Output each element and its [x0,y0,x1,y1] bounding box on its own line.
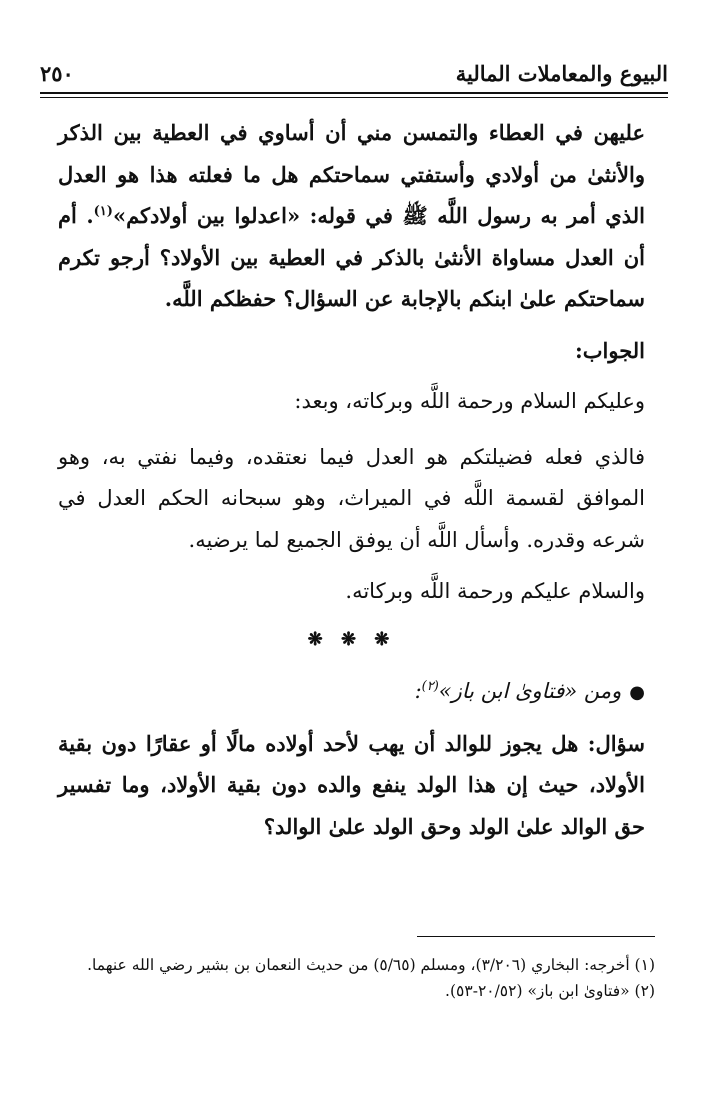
question-continued-paragraph [58,112,645,320]
footnote-ref-2: (٢) [421,678,439,694]
footnotes [40,952,655,1004]
answer-greeting: وعليكم السلام ورحمة اللَّه وبركاته، وبعد: [294,389,645,413]
answer-heading: الجواب: [575,337,645,363]
answer-body: فالذي فعله فضيلتكم هو العدل فيما نعتقده، وفيما نفتي به، وهو الموافق لقسمة اللَّه في الميراث، وهو سبحانه الحكم العدل في شرعه وقدره. وأسأل اللَّه أن يوفق الجميع لما يرضيه. [58,444,645,552]
footnote-2: (٢) «فتاوىٰ ابن باز» (٢٠/٥٢-٥٣). [445,982,655,1000]
section-title: ومن «فتاوىٰ ابن باز» [438,678,622,703]
section-separator: ❋ ❋ ❋ [307,628,396,650]
section-colon: : [414,678,422,703]
running-header [40,60,668,88]
footnote-1: (١) أخرجه: البخاري (٣/٢٠٦)، ومسلم (٥/٦٥) من حديث النعمان بن بشير رضي الله عنهما. [87,956,655,974]
page-number: ٢٥٠ [40,61,74,86]
header-rule-thin [40,97,668,98]
footnote-ref-1: (١) [93,204,113,219]
question-part1: عليهن في العطاء والتمسن مني أن أساوي في العطية بين الذكر والأنثىٰ من أولادي وأستفتي سماحتكم هل ما فعلته هذا هو العدل الذي أمر به رسول اللَّه ﷺ في قوله: «اعدلوا بين أولادكم» [58,120,645,228]
main-text [58,112,645,847]
header-rule-thick [40,92,668,94]
answer-closing: والسلام عليكم ورحمة اللَّه وبركاته. [345,579,645,603]
question-part2: . أم أن العدل مساواة الأنثىٰ بالذكر في العطية بين الأولاد؟ أرجو تكرم سماحتكم علىٰ ابنكم بالإجابة عن السؤال؟ حفظكم اللَّه. [58,203,645,311]
header-title: البيوع والمعاملات المالية [455,61,668,86]
bullet-icon: ● [629,681,645,703]
footnote-rule [417,936,655,937]
section-heading [58,671,645,713]
question2-paragraph: سؤال: هل يجوز للوالد أن يهب لأحد أولاده مالًا أو عقارًا دون بقية الأولاد، حيث إن هذا الولد ينفع والده دون بقية الأولاد، وما تفسير حق الوالد علىٰ الولد وحق الولد علىٰ الوالد؟ [58,730,645,839]
